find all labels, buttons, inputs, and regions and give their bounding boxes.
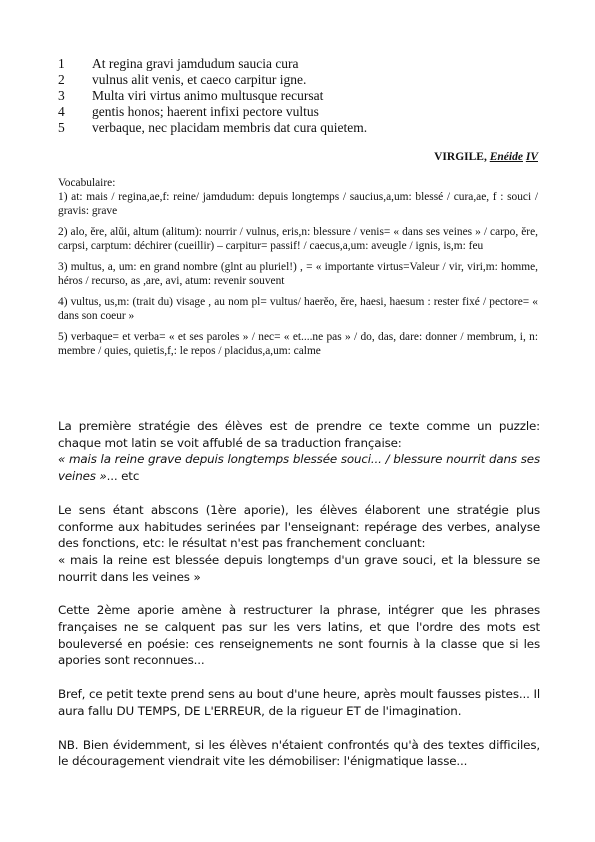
verse-text: At regina gravi jamdudum saucia cura xyxy=(92,56,299,71)
verse-line xyxy=(58,56,538,72)
source-attribution xyxy=(434,151,538,163)
paragraph-second-strategy xyxy=(58,502,540,586)
verse-line xyxy=(58,104,538,120)
paragraph-first-strategy xyxy=(58,418,540,485)
author-name: VIRGILE, xyxy=(434,151,487,163)
vocabulary-entry: 5) verbaque= et verba= « et ses paroles » / nec= « et....ne pas » / do, das, dare: donner / membrum, i, n: membre / quies, quietis,f,: le repos / placidus,a,um: calme xyxy=(58,331,538,357)
verse-text: gentis honos; haerent infixi pectore vultus xyxy=(92,104,319,119)
paragraph-tail: ... etc xyxy=(106,469,140,484)
verse-text: vulnus alit venis, et caeco carpitur igne. xyxy=(92,72,307,87)
verse-number: 5 xyxy=(58,120,65,135)
vocabulary-section xyxy=(58,176,538,358)
work-title: Enéide xyxy=(489,151,523,163)
vocabulary-entry: 2) alo, ĕre, alŭi, altum (alitum): nourrir / vulnus, eris,n: blessure / venis= « dans ses veines » / carpo, ĕre, carpsi, carptum: déchirer (cueillir) – carpitur= passif! / caecus,a,um: aveugle / ignis, is,m: feu xyxy=(58,226,538,252)
verse-line xyxy=(58,88,538,104)
translation-quote: « mais la reine est blessée depuis longtemps d'un grave souci, et la blessure se nourrit dans les veines » xyxy=(58,552,540,584)
verse-line xyxy=(58,120,538,136)
paragraph-conclusion: Bref, ce petit texte prend sens au bout d'une heure, après moult fausses pistes... Il aura fallu DU TEMPS, DE L'ERREUR, de la rigueur ET de l'imagination. xyxy=(58,687,540,718)
verse-number: 3 xyxy=(58,88,65,103)
commentary-section xyxy=(58,418,540,770)
latin-verses xyxy=(58,56,538,136)
vocabulary-entry: 4) vultus, us,m: (trait du) visage , au nom pl= vultus/ haerĕo, ĕre, haesi, haesum : rester fixé / pectore= « dans son coeur » xyxy=(58,296,538,322)
verse-number: 1 xyxy=(58,56,65,71)
paragraph-restructure: Cette 2ème aporie amène à restructurer la phrase, intégrer que les phrases françaises ne se calquent pas sur les vers latins, et que l'ordre des mots est bouleversé en poésie: ces renseignements ne sont fournis à la classe que si les apories sont reconnues... xyxy=(58,603,540,668)
paragraph-text: Le sens étant abscons (1ère aporie), les élèves élaborent une stratégie plus conforme aux habitudes serinées par l'enseignant: repérage des verbes, analyse des fonctions, etc: le résultat n'est pas franchement concluant: xyxy=(58,502,540,551)
verse-line xyxy=(58,72,538,88)
vocabulary-title: Vocabulaire: xyxy=(58,177,116,189)
vocabulary-entry: 3) multus, a, um: en grand nombre (glnt au pluriel!) , = « importante virtus=Valeur / vir, viri,m: homme, héros / recurso, as ,are, avi, atum: revenir souvent xyxy=(58,261,538,287)
verse-text: Multa viri virtus animo multusque recursat xyxy=(92,88,324,103)
vocabulary-entry: 1) at: mais / regina,ae,f: reine/ jamdudum: depuis longtemps / saucius,a,um: blessé / cura,ae, f : souci / gravis: grave xyxy=(58,191,538,217)
verse-text: verbaque, nec placidam membris dat cura quietem. xyxy=(92,120,368,135)
paragraph-text: La première stratégie des élèves est de prendre ce texte comme un puzzle: chaque mot latin se voit affublé de sa traduction française: xyxy=(58,419,540,450)
literal-translation-quote: « mais la reine grave depuis longtemps blessée souci... / blessure nourrit dans ses veines » xyxy=(58,452,540,484)
verse-number: 2 xyxy=(58,72,65,87)
paragraph-note: NB. Bien évidemment, si les élèves n'étaient confrontés qu'à des textes difficiles, le découragement viendrait vite les démobiliser: l'énigmatique lasse... xyxy=(58,737,540,769)
verse-number: 4 xyxy=(58,104,65,119)
book-number: IV xyxy=(525,151,538,163)
